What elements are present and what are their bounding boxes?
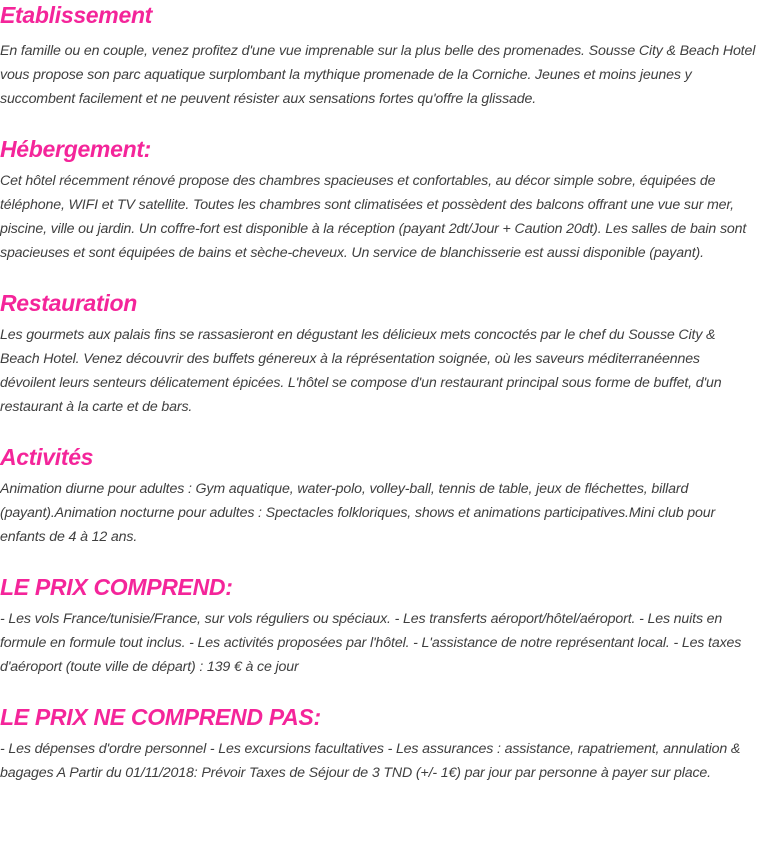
section-prix-comprend (0, 572, 758, 679)
section-body: - Les vols France/tunisie/France, sur vols réguliers ou spéciaux. - Les transferts aéroport/hôtel/aéroport. - Les nuits en formule en formule tout inclus. - Les activités proposées par l'hôtel. - L'assistance de notre représentant local. - Les taxes d'aéroport (toute ville de départ) : 139 € à ce jour (0, 611, 742, 675)
section-body: Animation diurne pour adultes : Gym aquatique, water-polo, volley-ball, tennis de table, jeux de fléchettes, billard (payant).Animation nocturne pour adultes : Spectacles folkloriques, shows et animations participatives.Mini club pour enfants de 4 à 12 ans. (0, 481, 716, 545)
section-hebergement (0, 134, 758, 265)
section-restauration (0, 288, 758, 419)
section-prix-ne-comprend-pas (0, 702, 758, 785)
section-title: Etablissement (0, 2, 153, 28)
section-body: En famille ou en couple, venez profitez d'une vue imprenable sur la plus belle des promenades. Sousse City & Beach Hotel vous propose son parc aquatique surplombant la mythique promenade de la Corniche. Jeunes et moins jeunes y succombent facilement et ne peuvent résister aux sensations fortes qu'offre la glissade. (0, 43, 756, 107)
section-title: Activités (0, 444, 94, 470)
section-body: Cet hôtel récemment rénové propose des chambres spacieuses et confortables, au décor simple sobre, équipées de téléphone, WIFI et TV satellite. Toutes les chambres sont climatisées et possèdent des balcons offrant une vue sur mer, piscine, ville ou jardin. Un coffre-fort est disponible à la réception (payant 2dt/Jour + Caution 20dt). Les salles de bain sont spacieuses et sont équipées de bains et sèche-cheveux. Un service de blanchisserie est aussi disponible (payant). (0, 173, 747, 261)
section-title: Hébergement: (0, 136, 152, 162)
section-body: Les gourmets aux palais fins se rassasieront en dégustant les délicieux mets concoctés par le chef du Sousse City & Beach Hotel. Venez découvrir des buffets génereux à la réprésentation soignée, où les saveurs méditerranéennes dévoilent leurs senteurs délicatement épicées. L'hôtel se compose d'un restaurant principal sous forme de buffet, d'un restaurant à la carte et de bars. (0, 327, 722, 415)
section-body: - Les dépenses d'ordre personnel - Les excursions facultatives - Les assurances : assistance, rapatriement, annulation & bagages A Partir du 01/11/2018: Prévoir Taxes de Séjour de 3 TND (+/- 1€) par jour par personne à payer sur place. (0, 741, 741, 781)
section-activites (0, 442, 758, 549)
section-etablissement (0, 0, 758, 111)
section-title: LE PRIX NE COMPREND PAS: (0, 704, 321, 730)
section-title: LE PRIX COMPREND: (0, 574, 233, 600)
section-title: Restauration (0, 290, 137, 316)
